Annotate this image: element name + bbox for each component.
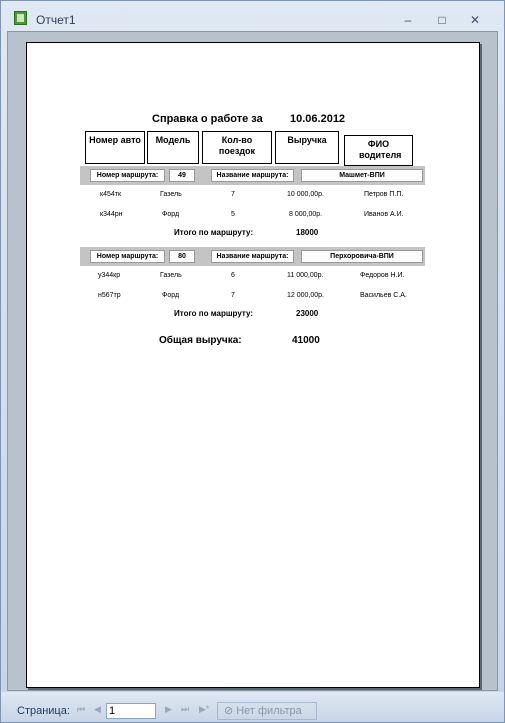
- car-model: Газель: [160, 191, 182, 198]
- route-total-value: 18000: [296, 228, 319, 237]
- filter-label: Нет фильтра: [236, 705, 302, 717]
- grand-total-value: 41000: [292, 335, 320, 346]
- next-page-button[interactable]: ▶: [165, 704, 172, 714]
- trip-count: 6: [231, 272, 235, 279]
- revenue-value: 12 000,00р.: [287, 292, 324, 299]
- car-number: н567тр: [98, 292, 121, 299]
- route-name-value: Перхоровича-ВПИ: [301, 250, 423, 263]
- driver-name: Васильев С.А.: [360, 292, 407, 299]
- title-bar[interactable]: [1, 1, 504, 31]
- route-name-label: Название маршрута:: [211, 250, 294, 263]
- revenue-value: 8 000,00р.: [289, 211, 323, 218]
- route-number-value: 80: [169, 250, 195, 263]
- driver-name: Иванов А.И.: [364, 211, 404, 218]
- driver-name: Федоров Н.И.: [360, 272, 405, 279]
- close-button[interactable]: ✕: [469, 13, 481, 27]
- car-model: Газель: [160, 272, 182, 279]
- driver-name: Петров П.П.: [364, 191, 404, 198]
- new-record-button[interactable]: ▶*: [199, 704, 210, 714]
- last-page-button[interactable]: ⏭: [181, 704, 190, 714]
- trip-count: 7: [231, 191, 235, 198]
- route-name-label: Название маршрута:: [211, 169, 294, 182]
- car-number: к344рн: [100, 211, 123, 218]
- no-filter-icon: ⊘: [224, 705, 234, 717]
- car-model: Форд: [162, 211, 180, 218]
- route-total-value: 23000: [296, 309, 319, 318]
- grand-total-label: Общая выручка:: [159, 335, 242, 346]
- print-preview-area[interactable]: [7, 31, 498, 691]
- trip-count: 5: [231, 211, 235, 218]
- column-header-trips: Кол-во поездок: [202, 131, 272, 164]
- route-total-label: Итого по маршруту:: [174, 228, 253, 237]
- route-number-label: Номер маршрута:: [90, 250, 165, 263]
- revenue-value: 10 000,00р.: [287, 191, 324, 198]
- column-header-revenue: Выручка: [275, 131, 339, 164]
- first-page-button[interactable]: ⏮: [77, 704, 86, 714]
- minimize-button[interactable]: –: [404, 13, 412, 27]
- route-number-label: Номер маршрута:: [90, 169, 165, 182]
- route-header-band: [80, 247, 425, 266]
- page-number-input[interactable]: 1: [106, 703, 156, 719]
- report-date: 10.06.2012: [290, 113, 346, 125]
- column-header-car-number: Номер авто: [85, 131, 145, 164]
- car-model: Форд: [162, 292, 180, 299]
- column-header-driver: ФИО водителя: [344, 135, 413, 166]
- maximize-button[interactable]: □: [438, 13, 446, 27]
- route-number-value: 49: [169, 169, 195, 182]
- report-heading: Справка о работе за: [152, 113, 263, 125]
- car-number: у344кр: [98, 272, 121, 279]
- car-number: к454тк: [100, 191, 122, 198]
- record-navigation-bar: [1, 692, 504, 722]
- filter-indicator[interactable]: [217, 702, 317, 720]
- previous-page-button[interactable]: ◀: [94, 704, 101, 714]
- revenue-value: 11 000,00р.: [287, 272, 324, 279]
- page-label: Страница:: [17, 705, 70, 717]
- report-page: [26, 42, 480, 688]
- route-name-value: Машмет-ВПИ: [301, 169, 423, 182]
- route-total-label: Итого по маршруту:: [174, 309, 253, 318]
- window-title: Отчет1: [36, 13, 76, 27]
- report-icon: [14, 11, 27, 25]
- column-header-model: Модель: [147, 131, 199, 164]
- trip-count: 7: [231, 292, 235, 299]
- route-header-band: [80, 166, 425, 185]
